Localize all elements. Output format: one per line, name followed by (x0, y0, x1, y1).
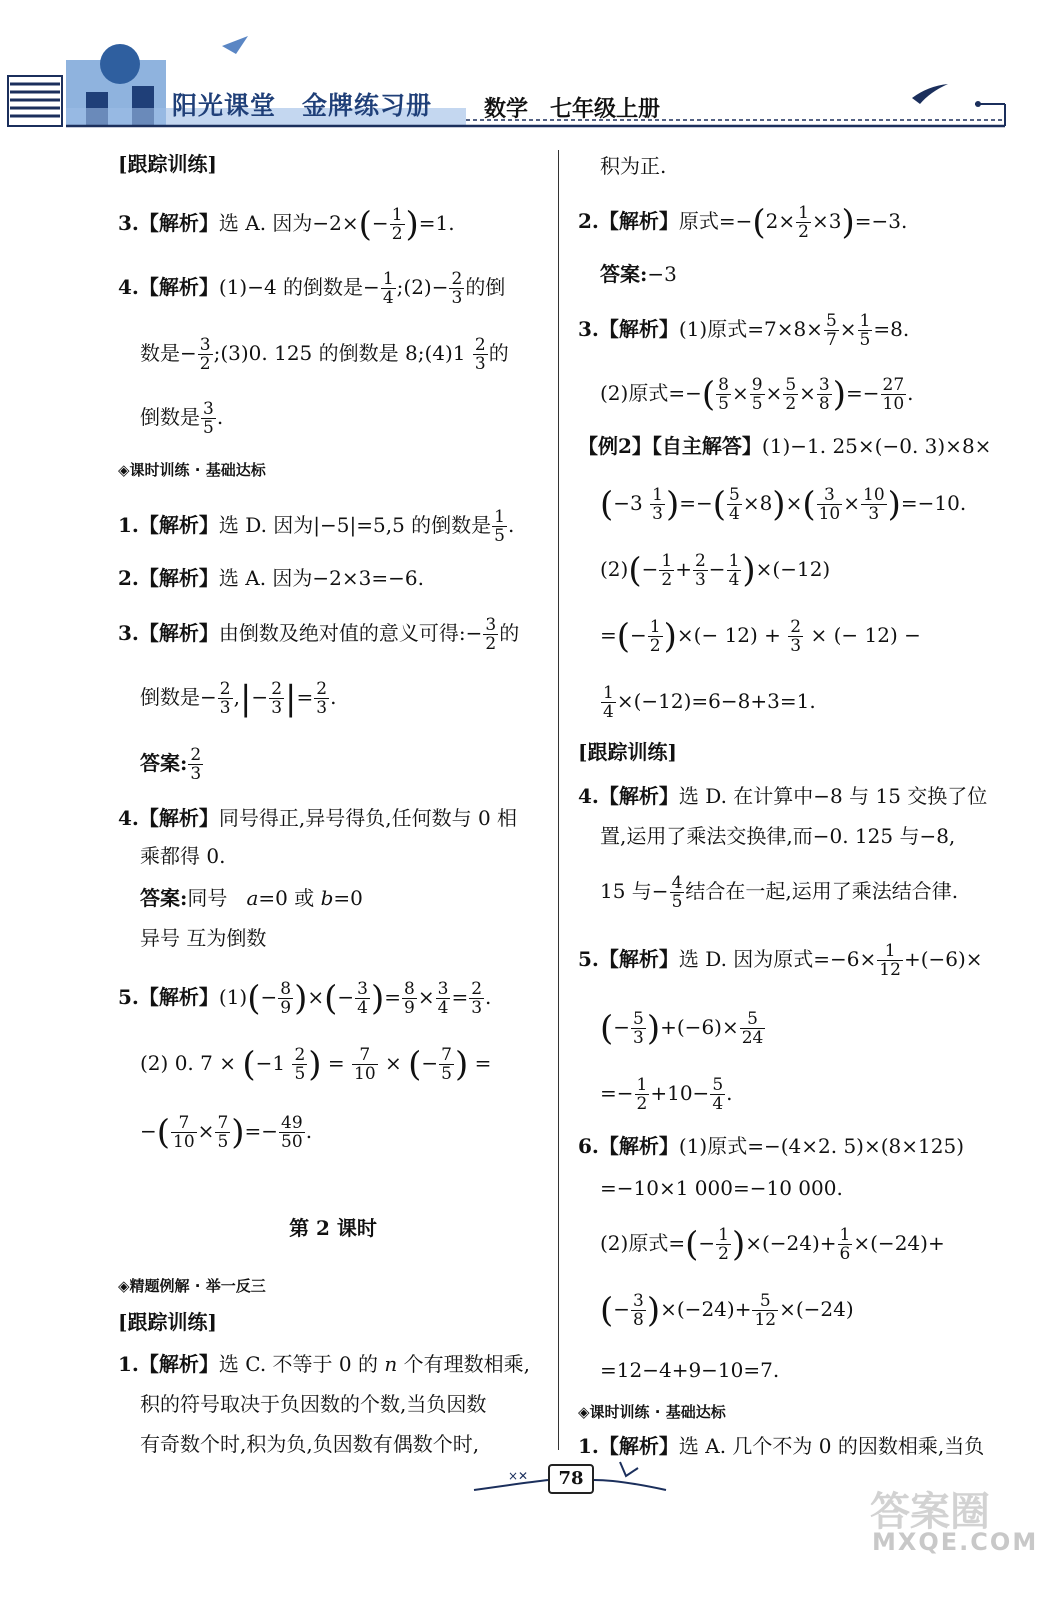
exercise-2: 2.【解析】选 A. 因为−2×3=−6. (118, 566, 424, 590)
track-4-line3: 15 与− $\frac{4}{5}$ 结合在一起,运用了乘法结合律. (600, 873, 959, 912)
section-heading: ◈课时训练 · 基础达标 (118, 461, 266, 479)
exercise-1: 1.【解析】选 D. 因为|−5|=5,5 的倒数是 $\frac{1}{5}$ . (118, 507, 515, 546)
example-2-line5: $\frac{1}{4}$ ×(−12)=6−8+3=1. (603, 683, 816, 722)
grade-label: 七年级上册 (550, 97, 661, 122)
exercise-4-line2: 乘都得 0. (140, 844, 226, 868)
track-4-line2: 置,运用了乘法交换律,而−0. 125 与−8, (600, 824, 956, 848)
track-1-line2: 积的符号取决于负因数的个数,当负因数 (140, 1392, 487, 1416)
example-2-line2: (−3 $\frac{1}{3}$ )=−( $\frac{5}{4}$ ×8)×( $\frac{3}{10}$ × $\frac{10}{3}$ )=−10. (600, 484, 967, 525)
section-heading: [跟踪训练] (118, 152, 217, 176)
track-5-line3: =− $\frac{1}{2}$ +10− $\frac{5}{4}$ . (600, 1075, 733, 1114)
exercise-5-line2: (2) 0. 7 × (−1 $\frac{2}{5}$ ) = $\frac{7}{10}$ × (− $\frac{7}{5}$ ) = (140, 1044, 492, 1085)
subject-label: 数学 (484, 97, 529, 122)
lesson-title: 第 2 课时 (289, 1216, 377, 1240)
page-header (0, 0, 1063, 140)
answer-4-line3: 倒数是 $\frac{3}{5}$ . (140, 399, 224, 438)
diamond-icon: ◈ (578, 1403, 590, 1421)
track-5: 5.【解析】选 D. 因为原式=−6× $\frac{1}{12}$ +(−6)× (578, 941, 983, 980)
track-6-line4: (− $\frac{3}{8}$ )×(−24)+ $\frac{5}{12}$ ×(−24) (600, 1290, 854, 1331)
book-subject (484, 92, 682, 123)
answer-4: 4.【解析】(1)−4 的倒数是− $\frac{1}{4}$ ;(2)− $\frac{2}{3}$ 的倒 (118, 269, 506, 308)
basic-1: 1.【解析】选 A. 几个不为 0 的因数相乘,当负 (578, 1434, 985, 1458)
track-6-line5: =12−4+9−10=7. (600, 1358, 780, 1382)
track-1-line3: 有奇数个时,积为负,负因数有偶数个时, (140, 1432, 480, 1456)
exercise-4-answer-line2: 异号 互为倒数 (140, 926, 267, 950)
exercise-3-answer: 答案: $\frac{2}{3}$ (140, 745, 202, 784)
example-2: 【例2】【自主解答】(1)−1. 25×(−0. 3)×8× (578, 434, 992, 458)
watermark-url: MXQE.COM (872, 1528, 1039, 1556)
page-footer (470, 1458, 670, 1498)
answer-4-line2: 数是− $\frac{3}{2}$ ;(3)0. 125 的倒数是 8;(4)1 $\frac{2}{3}$ 的 (140, 335, 509, 374)
section-heading: ◈课时训练 · 基础达标 (578, 1403, 726, 1421)
example-2-line4: =(− $\frac{1}{2}$ )×(− 12) + $\frac{2}{3}$ × (− 12) − (600, 616, 921, 657)
track-1: 1.【解析】选 C. 不等于 0 的 n 个有理数相乘, (118, 1352, 530, 1376)
exercise-3: 3.【解析】由倒数及绝对值的意义可得:− $\frac{3}{2}$ 的 (118, 615, 520, 654)
diamond-icon: ◈ (118, 461, 130, 479)
book-title-part2: 金牌练习册 (302, 91, 433, 120)
book-title-part1: 阳光课堂 (172, 91, 277, 120)
book-title (172, 86, 458, 122)
track-1-line4: 积为正. (600, 154, 667, 178)
exercise-4-answer: 答案:同号 a=0 或 b=0 (140, 886, 363, 910)
column-divider (558, 150, 559, 1450)
answer-3: 3.【解析】选 A. 因为−2×(− $\frac{1}{2}$ )=1. (118, 204, 455, 245)
example-2-line3: (2)(− $\frac{1}{2}$ + $\frac{2}{3}$ − $\frac{1}{4}$ )×(−12) (600, 550, 831, 591)
track-6: 6.【解析】(1)原式=−(4×2. 5)×(8×125) (578, 1134, 965, 1158)
svg-text:×✕: ×✕ (508, 1469, 529, 1483)
exercise-5-line3: −( $\frac{7}{10}$ × $\frac{7}{5}$ )=− $\frac{49}{50}$ . (140, 1112, 313, 1153)
watermark-logo: 答案圈 (870, 1489, 990, 1535)
track-6-line2: =−10×1 000=−10 000. (600, 1176, 843, 1200)
track-2-answer: 答案:−3 (600, 262, 677, 286)
track-5-line2: (− $\frac{5}{3}$ )+(−6)× $\frac{5}{24}$ (600, 1008, 764, 1049)
track-2: 2.【解析】原式=−(2× $\frac{1}{2}$ ×3)=−3. (578, 202, 908, 243)
section-heading: [跟踪训练] (578, 740, 677, 764)
section-heading: [跟踪训练] (118, 1310, 217, 1334)
track-4: 4.【解析】选 D. 在计算中−8 与 15 交换了位 (578, 784, 988, 808)
exercise-3-line2: 倒数是− $\frac{2}{3}$ ,|− $\frac{2}{3}$ |= $\frac{2}{3}$ . (140, 678, 337, 719)
track-3-line2: (2)原式=−( $\frac{8}{5}$ × $\frac{9}{5}$ × $\frac{5}{2}$ × $\frac{3}{8}$ )=− $\frac{27}{10}$ . (600, 374, 914, 415)
page-number: 78 (548, 1464, 594, 1494)
exercise-5: 5.【解析】(1)(− $\frac{8}{9}$ )×(− $\frac{3}{4}$ )= $\frac{8}{9}$ × $\frac{3}{4}$ = $\frac{2}{3}$ . (118, 978, 492, 1019)
exercise-4: 4.【解析】同号得正,异号得负,任何数与 0 相 (118, 806, 518, 830)
track-6-line3: (2)原式=(− $\frac{1}{2}$ )×(−24)+ $\frac{1}{6}$ ×(−24)+ (600, 1224, 945, 1265)
diamond-icon: ◈ (118, 1277, 130, 1295)
track-3: 3.【解析】(1)原式=7×8× $\frac{5}{7}$ × $\frac{1}{5}$ =8. (578, 311, 910, 350)
section-heading: ◈精题例解 · 举一反三 (118, 1277, 266, 1295)
